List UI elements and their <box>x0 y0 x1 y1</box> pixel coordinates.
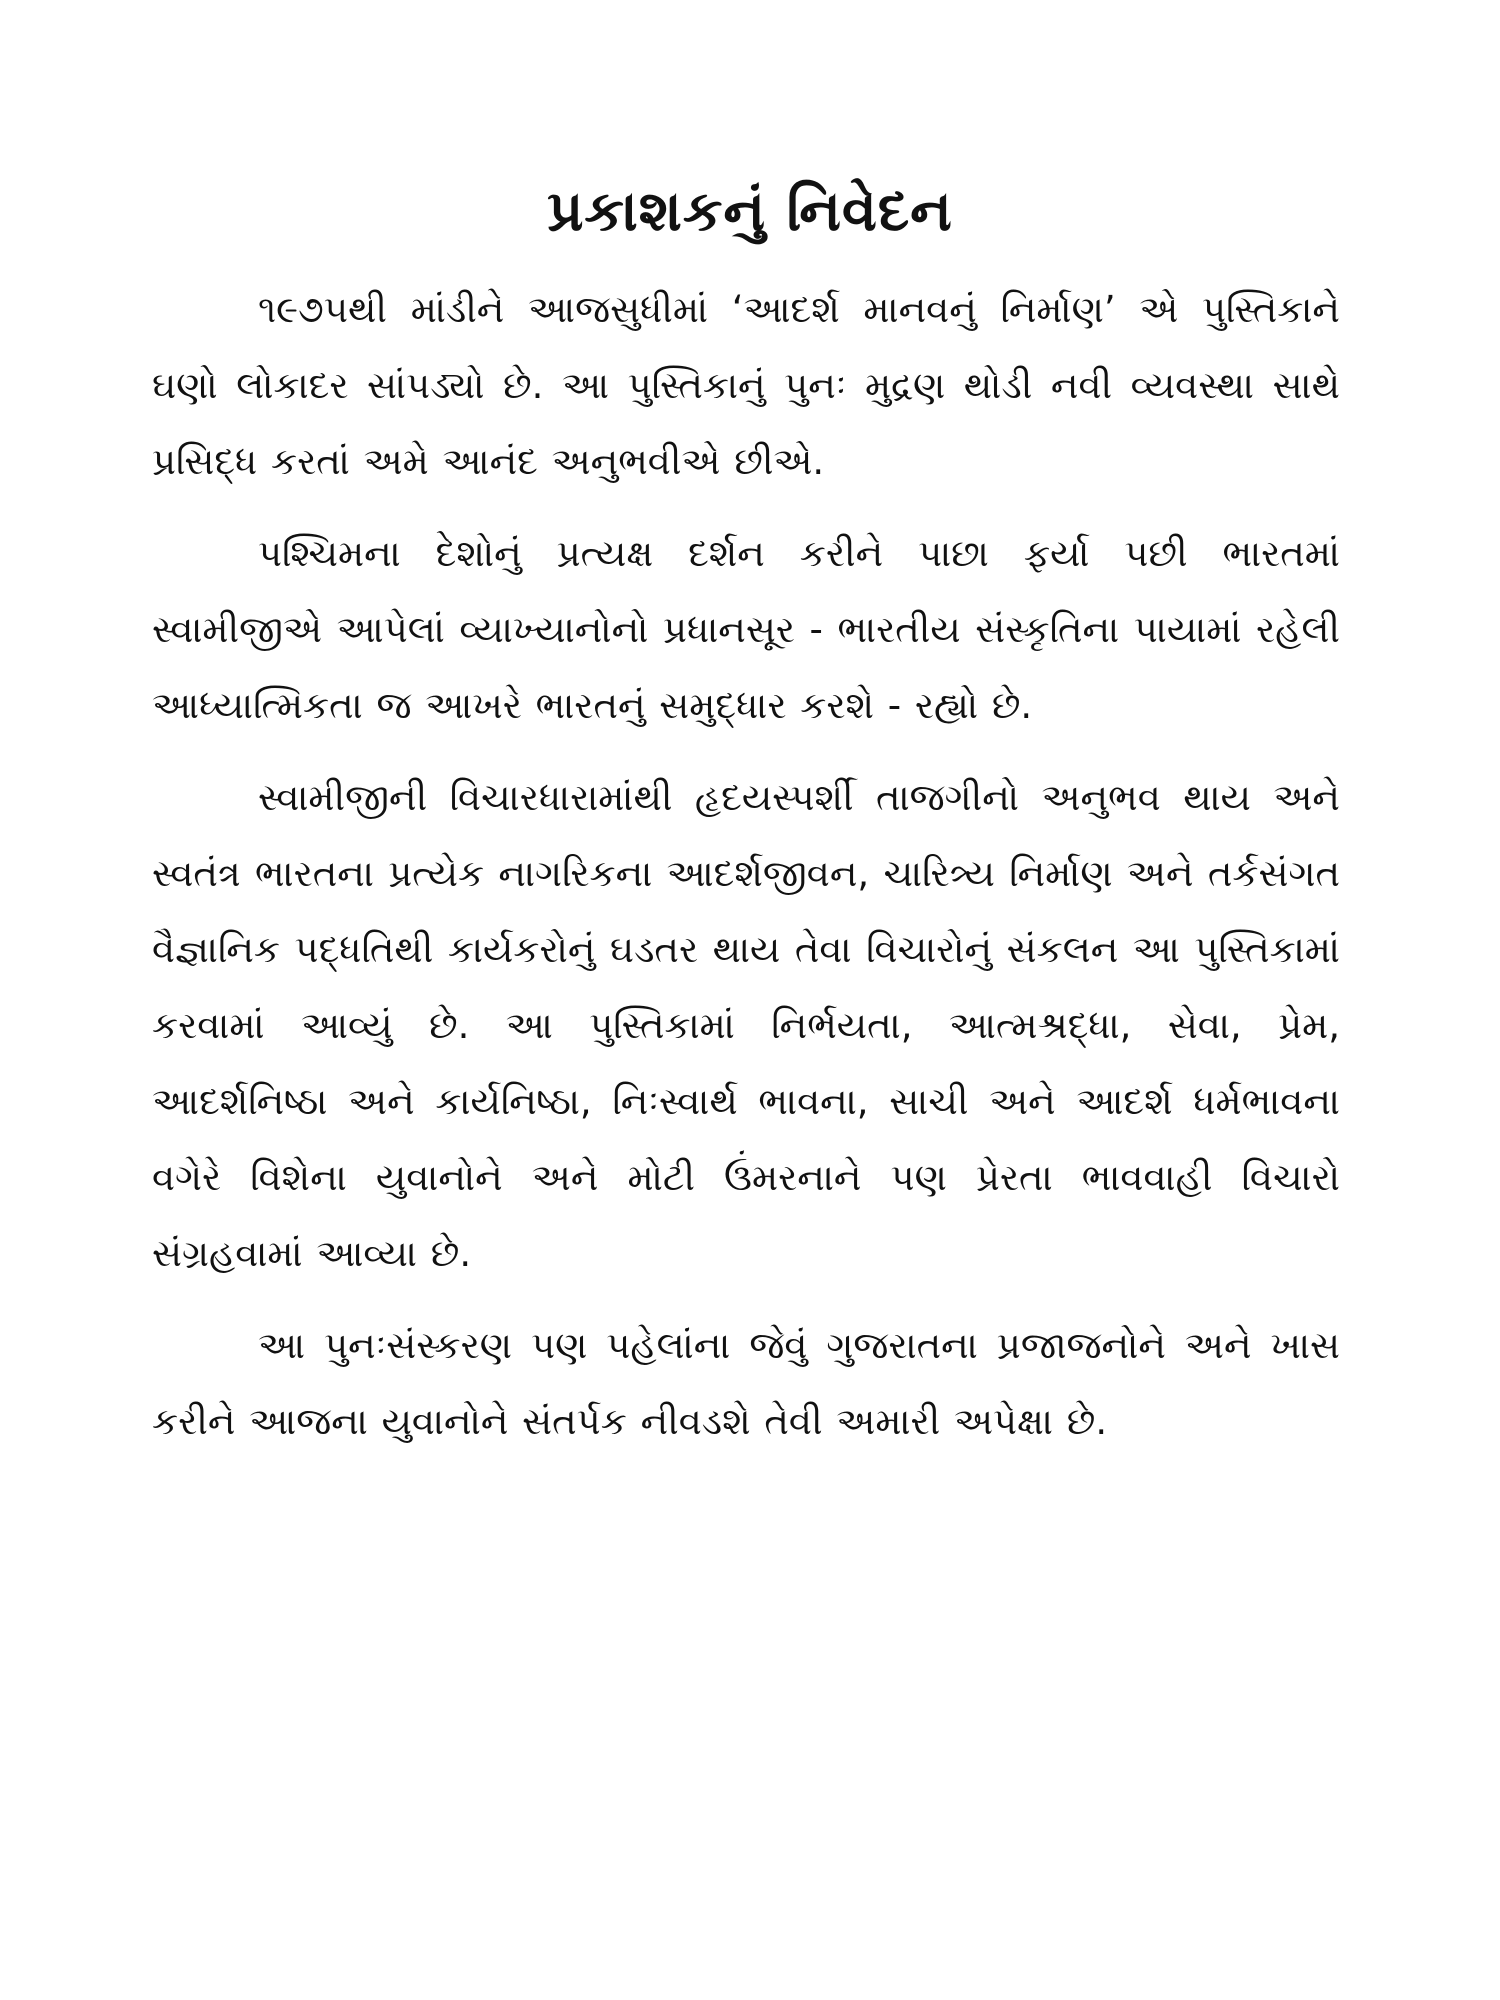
paragraph-2: પશ્ચિમના દેશોનું પ્રત્યક્ષ દર્શન કરીને પાછા ફર્યા પછી ભારતમાં સ્વામીજીએ આપેલાં વ્યાખ્યાનોનો પ્રધાનસૂર - ભારતીય સંસ્કૃતિના પાયામાં રહેલી આધ્યાત્મિકતા જ આખરે ભારતનું સમુદ્ધાર કરશે - રહ્યો છે. <box>152 532 1340 727</box>
paragraph-3: સ્વામીજીની વિચારધારામાંથી હૃદયસ્પર્શી તાજગીનો અનુભવ થાય અને સ્વતંત્ર ભારતના પ્રત્યેક નાગરિકના આદર્શજીવન, ચારિત્ર્ય નિર્માણ અને તર્કસંગત વૈજ્ઞાનિક પદ્ધતિથી કાર્યકરોનું ઘડતર થાય તેવા વિચારોનું સંકલન આ પુસ્તિકામાં કરવામાં આવ્યું છે. આ પુસ્તિકામાં નિર્ભયતા, આત્મશ્રદ્ધા, સેવા, પ્રેમ, આદર્શનિષ્ઠા અને કાર્યનિષ્ઠા, નિઃસ્વાર્થ ભાવના, સાચી અને આદર્શ ધર્મભાવના વગેરે વિશેના યુવાનોને અને મોટી ઉંમરનાને પણ પ્રેરતા ભાવવાહી વિચારો સંગ્રહવામાં આવ્યા છે. <box>152 776 1340 1275</box>
paragraph-4: આ પુનઃસંસ્કરણ પણ પહેલાંના જેવું ગુજરાતના પ્રજાજનોને અને ખાસ કરીને આજના યુવાનોને સંતર્પક નીવડશે તેવી અમારી અપેક્ષા છે. <box>152 1324 1340 1443</box>
paragraph-1: ૧૯૭૫થી માંડીને આજસુધીમાં ‘આદર્શ માનવનું નિર્માણ’ એ પુસ્તિકાને ઘણો લોકાદર સાંપડ્યો છે. આ પુસ્તિકાનું પુનઃ મુદ્રણ થોડી નવી વ્યવસ્થા સાથે પ્રસિદ્ધ કરતાં અમે આનંદ અનુભવીએ છીએ. <box>152 288 1340 483</box>
document-body <box>152 272 1340 1460</box>
page-title: પ્રકાશકનું નિવેદન <box>547 179 953 244</box>
